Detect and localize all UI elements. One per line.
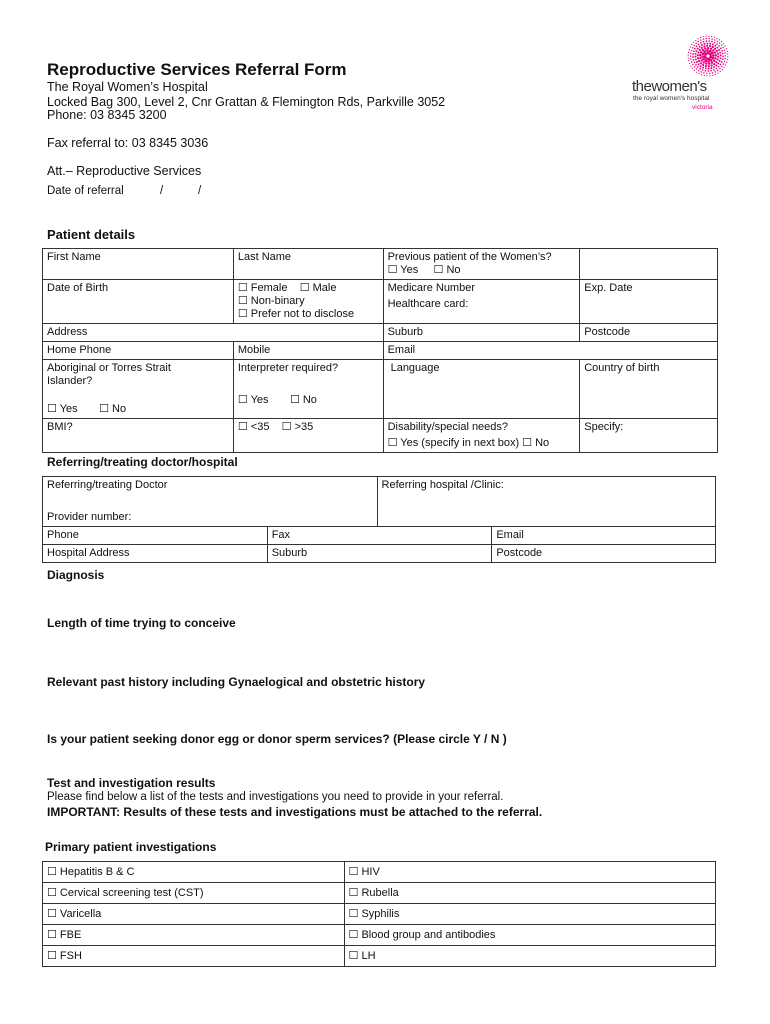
logo-dot [712,43,714,45]
logo-dot [711,38,712,39]
logo-dot [722,58,724,60]
logo-dot [694,62,696,64]
logo-dot [719,39,720,40]
logo-dot [724,61,725,62]
last-name-field[interactable]: Last Name [233,249,383,280]
logo-dot [724,58,725,59]
logo-dot [695,58,697,60]
logo-dot [707,70,709,72]
investigations-table [42,861,716,967]
logo-dot [711,52,714,55]
logo-dot [705,70,707,72]
hospital-address-field[interactable]: Hospital Address [43,545,268,563]
logo-dot [715,61,717,63]
logo-dot [695,64,697,66]
logo-dot [715,74,716,75]
logo-dot [689,49,690,50]
interpreter-no-checkbox[interactable]: ☐ No [289,394,317,406]
logo-dot [727,59,728,60]
logo-dot [688,52,689,53]
logo-dot [697,66,699,68]
logo-dot [705,36,706,37]
logo-dot [691,61,692,62]
logo-dot [704,55,707,58]
patient-details-heading: Patient details [47,227,136,242]
logo-dot [688,55,689,56]
referring-postcode-field[interactable]: Postcode [492,545,716,563]
investigation-row [43,862,716,883]
logo-dot [714,45,716,47]
logo-dot [706,49,709,52]
investigation-checkbox[interactable]: ☐ Varicella [43,904,345,925]
logo-dot [710,67,712,69]
logo-dot [704,47,706,49]
logo-dot [721,41,722,42]
logo-dot [703,45,705,47]
logo-dot [717,58,719,60]
referring-fax-field[interactable]: Fax [267,527,492,545]
logo-dot [717,70,718,71]
logo-dot [697,38,698,39]
logo-dot [714,42,716,44]
logo-dot [709,38,710,39]
male-checkbox[interactable]: ☐ Male [299,282,337,294]
logo-dot [705,67,707,69]
logo-dot [712,46,714,48]
logo-dot [722,69,723,70]
logo-dot [725,64,726,65]
logo-dot [700,39,701,40]
logo-wordmark: thewomen's [632,78,707,95]
logo-dot [712,75,713,76]
starburst-icon [630,34,730,114]
logo-dot [690,55,691,56]
aboriginal-yes-checkbox[interactable]: ☐ Yes [47,403,78,415]
logo-dot [718,45,720,47]
logo-dot [711,64,713,66]
bmi-over-35-checkbox[interactable]: ☐ >35 [281,421,314,433]
logo-dot [694,70,695,71]
logo-dot [711,36,712,37]
specify-field[interactable]: Specify: [580,419,718,453]
logo-dot [722,47,723,48]
logo-dot [700,65,702,67]
logo-dot [721,66,722,67]
logo-dot [712,57,715,60]
investigation-row [43,904,716,925]
logo-dot [714,51,716,53]
referring-table [42,476,716,563]
investigation-row [43,883,716,904]
logo-dot [707,60,710,63]
logo-dot [723,43,724,44]
logo-dot [724,49,725,50]
logo-dot [720,71,721,72]
logo-dot [706,73,707,74]
email-field[interactable]: Email [383,342,717,360]
logo-dot [717,41,718,42]
tests-instruction: Please find below a list of the tests and investigations you need to provide in your referral. [47,791,504,803]
logo-dot [713,69,715,71]
logo-dot [692,64,693,65]
logo-dot [694,66,695,67]
exp-date-field[interactable]: Exp. Date [580,280,718,324]
logo-dot [710,48,712,50]
logo-dot [720,54,722,56]
logo-dot [690,58,691,59]
logo-dot [716,43,718,45]
logo-dot [727,56,728,57]
country-of-birth-field[interactable]: Country of birth [580,360,718,419]
logo-dot [693,42,694,43]
previous-no-checkbox[interactable]: ☐ No [433,264,461,276]
logo-dot [711,62,713,64]
logo-dot [706,42,708,44]
logo-dot [702,67,704,69]
date-separator: / [198,185,202,197]
logo-dot [692,53,694,55]
logo-dot [717,62,719,64]
address-field[interactable]: Address [43,324,384,342]
dob-field[interactable]: Date of Birth [43,280,234,324]
logo-dot [706,38,707,39]
logo-subtitle: the royal women's hospital [633,95,710,102]
logo-dot [709,45,711,47]
logo-dot [704,75,705,76]
logo-dot [695,53,697,55]
bmi-under-35-checkbox[interactable]: ☐ <35 [237,421,270,433]
previous-patient-blank[interactable] [580,249,718,280]
logo-dot [725,55,726,56]
date-of-referral-label: Date of referral [47,185,124,197]
postcode-field[interactable]: Postcode [580,324,718,342]
logo-dot [700,42,702,44]
logo-dot [703,61,705,63]
logo-dot [700,59,702,61]
logo-dot [722,56,724,58]
interpreter-yes-checkbox[interactable]: ☐ Yes [237,394,269,406]
attention-line: Att.– Reproductive Services [47,164,202,178]
aboriginal-field: Aboriginal or Torres Strait Islander? ☐ Yes ☐ No [43,360,234,419]
prefer-not-checkbox[interactable]: ☐ Prefer not to disclose [237,308,355,320]
logo-dot [690,46,691,47]
logo-dot [689,63,690,64]
fax-referral: Fax referral to: 03 8345 3036 [47,136,209,150]
logo-dot [698,60,700,62]
logo-dot [700,71,701,72]
logo-dot [718,49,720,51]
investigation-row [43,946,716,967]
logo-dot [701,74,702,75]
logo-dot [713,66,715,68]
logo-dot [690,53,691,54]
logo-dot [703,41,705,43]
logo-dot [695,43,696,44]
logo-dot [711,41,713,43]
logo-dot [698,44,700,46]
logo-dot [713,60,715,62]
investigation-checkbox[interactable]: ☐ FSH [43,946,345,967]
logo-dot [705,62,707,64]
logo-dot [693,45,694,46]
diagnosis-heading: Diagnosis [47,568,105,582]
date-separator: / [160,185,164,197]
logo-dot [700,62,702,64]
logo-dot [696,68,697,69]
logo-dot [692,56,694,58]
logo-dot [703,72,704,73]
logo-dot [699,49,701,51]
mobile-field[interactable]: Mobile [233,342,383,360]
tests-important: IMPORTANT: Results of these tests and investigations must be attached to the referral. [47,805,543,819]
logo-dot [699,68,701,70]
investigation-checkbox[interactable]: ☐ Cervical screening test (CST) [43,883,345,904]
previous-patient-field[interactable]: Previous patient of the Women’s? ☐ Yes ☐ No [383,249,580,280]
logo-dot [717,56,719,58]
logo-dot [708,62,710,64]
logo-dot [708,68,710,70]
logo-dot [688,57,689,58]
nonbinary-checkbox[interactable]: ☐ Non-binary [237,295,305,307]
logo-dot [712,54,715,57]
form-title: Reproductive Services Referral Form [47,60,347,79]
logo-dot [699,54,701,56]
logo-dot [727,51,728,52]
logo-dot [724,67,725,68]
logo-dot [720,47,722,49]
investigation-checkbox[interactable]: ☐ Hepatitis B & C [43,862,345,883]
referring-doctor-field[interactable]: Referring/treating Doctor Provider number: [43,477,378,527]
logo-dot [696,61,698,63]
home-phone-field[interactable]: Home Phone [43,342,234,360]
logo-dot [726,48,727,49]
logo-dot [705,40,707,42]
logo-dot [714,37,715,38]
disability-checkboxes[interactable]: ☐ Yes (specify in next box) ☐ No [387,437,550,449]
hospital-name: The Royal Women’s Hospital [47,80,208,94]
investigation-checkbox[interactable]: ☐ Blood group and antibodies [344,925,715,946]
logo-dot [709,50,712,53]
investigation-checkbox[interactable]: ☐ HIV [344,862,715,883]
length-heading: Length of time trying to conceive [47,616,236,630]
logo-dot [727,53,728,54]
logo-dot [698,70,699,71]
logo-dot [690,65,691,66]
logo-dot [697,54,699,56]
logo-dot [712,72,713,73]
logo-dot [702,49,704,51]
previous-yes-checkbox[interactable]: ☐ Yes [387,264,419,276]
female-checkbox[interactable]: ☐ Female [237,282,288,294]
logo-dot [701,47,703,49]
logo-dot [707,75,708,76]
investigation-checkbox[interactable]: ☐ LH [344,946,715,967]
logo-dot [695,50,697,52]
logo-dot [714,71,715,72]
logo-dot [712,49,714,51]
logo-dot [704,60,707,63]
logo-dot [713,63,715,65]
logo-dot [694,56,696,58]
logo-dot [715,64,717,66]
logo-dot [698,41,699,42]
interpreter-field: Interpreter required? ☐ Yes ☐ No [233,360,383,419]
primary-investigations-heading: Primary patient investigations [45,840,217,854]
investigation-checkbox[interactable]: ☐ Rubella [344,883,715,904]
logo-dot [719,60,721,62]
logo-region: victoria [692,104,713,111]
logo-dot [714,57,716,59]
logo-dot [717,53,719,55]
logo-dot [720,64,722,66]
logo-dot [724,52,725,53]
logo-dot [708,36,709,37]
investigation-checkbox[interactable]: ☐ FBE [43,925,345,946]
investigation-row [43,925,716,946]
tests-heading: Test and investigation results [47,776,216,790]
logo-dot [703,38,704,39]
suburb-field[interactable]: Suburb [383,324,580,342]
logo-dot [721,44,722,45]
language-field[interactable]: Language [383,360,580,419]
bmi-field: BMI? [43,419,234,453]
logo-dot [694,48,696,50]
referring-heading: Referring/treating doctor/hospital [47,455,238,469]
logo-dot [703,36,704,37]
logo-dot [700,51,702,53]
logo-dot [714,39,715,40]
logo-dot [702,69,704,71]
logo-dot [693,51,695,53]
patient-details-table [42,248,718,453]
logo-dot [715,54,717,56]
logo-dot [714,48,716,50]
logo-dot [726,62,727,63]
logo-dot [708,40,710,42]
logo-dot [688,60,689,61]
logo-dot [719,57,721,59]
logo-dot [717,72,718,73]
logo-dot [710,59,713,62]
logo-dot [723,63,724,64]
logo-dot [692,68,693,69]
logo-dot [701,44,703,46]
logo-dot [721,61,723,63]
logo-dot [724,45,725,46]
logo-dot [716,68,718,70]
logo-dot [722,53,724,55]
hospital-address: Locked Bag 300, Level 2, Cnr Grattan & Flemington Rds, Parkville 3052 [47,95,446,109]
first-name-field[interactable]: First Name [43,249,234,280]
logo-dot [695,40,696,41]
referring-phone-field[interactable]: Phone [43,527,268,545]
gender-field [233,280,383,324]
bmi-options [233,419,383,453]
logo-dot [716,50,718,52]
logo-dot [708,65,710,67]
investigation-checkbox[interactable]: ☐ Syphilis [344,904,715,925]
logo-dot [721,50,723,52]
logo-dot [698,73,699,74]
logo-dot [691,44,692,45]
referring-suburb-field[interactable]: Suburb [267,545,492,563]
logo-dot [698,63,700,65]
logo-dot [710,70,712,72]
logo-dot [696,72,697,73]
hospital-phone: Phone: 03 8345 3200 [47,108,167,122]
logo-dot [709,43,711,45]
logo-dot [705,65,707,67]
history-heading: Relevant past history including Gynaelogical and obstetric history [47,675,426,689]
logo-dot [697,48,699,50]
disability-field: Disability/special needs? ☐ Yes (specify in next box) ☐ No [383,419,580,453]
logo-dot [704,43,706,45]
logo-dot [701,55,704,58]
aboriginal-no-checkbox[interactable]: ☐ No [99,403,127,415]
logo-dot [702,64,704,66]
logo-dot [699,46,701,48]
logo-dot [709,75,710,76]
logo-dot [718,66,720,68]
donor-question: Is your patient seeking donor egg or donor sperm services? (Please circle Y / N ) [47,732,507,746]
logo-dot [716,47,718,49]
medicare-field[interactable]: Medicare Number Healthcare card: [383,280,580,324]
logo-dot [697,57,699,59]
logo-dot [693,59,695,61]
provider-number-label: Provider number: [47,511,132,523]
womens-logo [630,34,730,114]
referring-email-field[interactable]: Email [492,527,716,545]
logo-dot [697,51,699,53]
logo-dot [692,47,693,48]
logo-dot [719,42,720,43]
referring-hospital-field[interactable]: Referring hospital /Clinic: [377,477,715,527]
logo-dot [716,38,717,39]
logo-dot [699,57,701,59]
logo-dot [719,68,720,69]
logo-dot [691,50,692,51]
logo-dot [696,46,698,48]
logo-dot [709,73,710,74]
logo-dot [700,37,701,38]
logo-dot [707,47,709,49]
logo-dot [706,45,708,47]
logo-dot [719,52,721,54]
